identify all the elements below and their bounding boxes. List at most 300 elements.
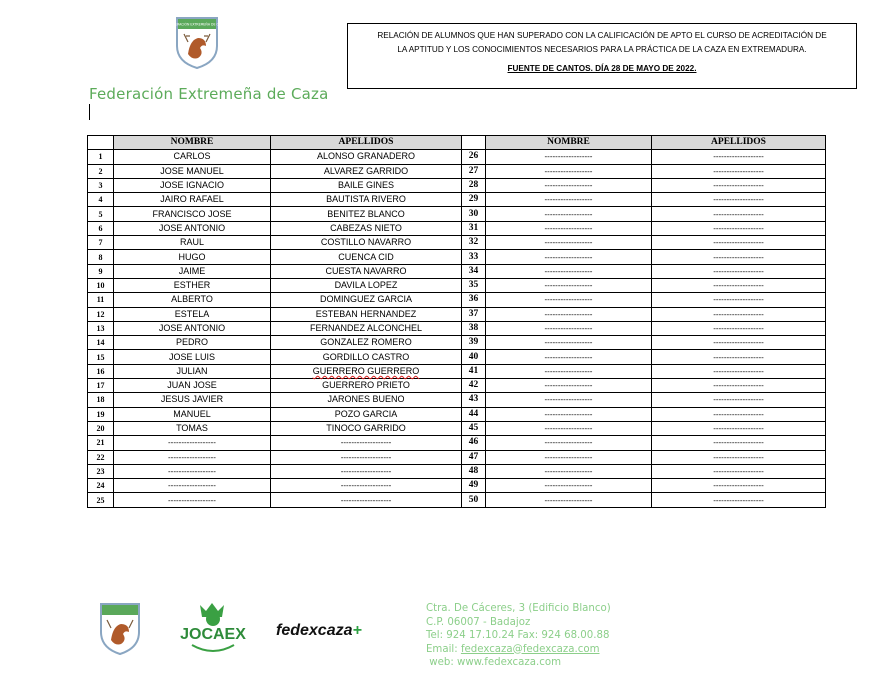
surname-cell-left: [271, 379, 462, 393]
name-cell-right-text: ------------------: [544, 466, 593, 476]
header-name-left: NOMBRE: [114, 136, 271, 150]
row-number-left-text: 20: [96, 424, 105, 434]
name-cell-left: [114, 293, 271, 307]
header-surname-right: APELLIDOS: [652, 136, 826, 150]
surname-cell-right-text: -------------------: [713, 181, 764, 191]
name-cell-left-text: ------------------: [168, 438, 216, 448]
name-cell-left: [114, 250, 271, 264]
row-number-left: [88, 493, 114, 507]
row-number-right-text: 30: [468, 208, 479, 219]
surname-cell-left-text: -------------------: [340, 438, 392, 448]
name-cell-left: [114, 321, 271, 335]
name-cell-right-text: ------------------: [544, 338, 593, 348]
surname-cell-right: [652, 493, 826, 507]
surname-cell-right-text: -------------------: [713, 324, 764, 333]
table-row: [88, 307, 826, 321]
name-cell-left-text: ALBERTO: [171, 294, 213, 305]
surname-cell-left: [271, 164, 462, 178]
name-cell-left: [114, 207, 271, 221]
phone-line: Tel: 924 17.10.24 Fax: 924 68.00.88: [426, 630, 610, 641]
name-cell-right: [486, 236, 652, 250]
email-link[interactable]: fedexcaza@fedexcaza.com: [460, 643, 600, 655]
heading-line-2: LA APTITUD Y LOS CONOCIMIENTOS NECESARIOS PARA LA PRÁCTICA DE LA CAZA EN EXTREMADURA.: [397, 45, 807, 54]
name-cell-right: [486, 207, 652, 221]
surname-cell-right: [652, 464, 826, 478]
row-number-left: [88, 450, 114, 464]
surname-cell-left-text: DAVILA LOPEZ: [334, 280, 398, 291]
name-cell-left-text: JOSE MANUEL: [160, 165, 224, 176]
surname-cell-right: [652, 178, 826, 192]
surname-cell-left-text: POZO GARCIA: [334, 408, 398, 419]
surname-cell-right: [652, 207, 826, 221]
row-number-right-text: 50: [468, 494, 479, 505]
row-number-right: [462, 221, 486, 235]
surname-cell-right: [652, 221, 826, 235]
name-cell-right: [486, 393, 652, 407]
row-number-left-text: 6: [98, 223, 103, 233]
row-number-right-text: 38: [468, 323, 479, 333]
row-number-left-text: 21: [96, 438, 105, 448]
header-blank-cell: [88, 136, 114, 150]
surname-cell-left-text: GUERRERO PRIETO: [322, 380, 410, 391]
row-number-right: [462, 178, 486, 192]
row-number-right-text: 28: [468, 180, 479, 191]
row-number-left-text: 8: [98, 252, 103, 262]
address-line-1: Ctra. De Cáceres, 3 (Edificio Blanco): [426, 603, 611, 614]
name-cell-left-text: JAIRO RAFAEL: [160, 194, 224, 205]
surname-cell-left: [271, 436, 462, 450]
table-row: [88, 150, 826, 164]
row-number-left-text: 1: [98, 152, 103, 162]
surname-cell-left: [271, 407, 462, 421]
name-cell-left: [114, 193, 271, 207]
name-cell-right-text: ------------------: [544, 409, 593, 419]
surname-cell-left: [271, 464, 462, 478]
name-cell-right: [486, 321, 652, 335]
row-number-right-text: 39: [468, 337, 479, 348]
row-number-right-text: 27: [468, 165, 479, 176]
row-number-right-text: 45: [468, 423, 479, 434]
surname-cell-left: [271, 150, 462, 164]
name-cell-right-text: ------------------: [544, 266, 593, 276]
row-number-right: [462, 379, 486, 393]
surname-cell-left: [271, 307, 462, 321]
surname-cell-left-text: CUENCA CID: [338, 251, 394, 262]
name-cell-right: [486, 479, 652, 493]
row-number-left: [88, 436, 114, 450]
table-row: [88, 379, 826, 393]
name-cell-left-text: CARLOS: [173, 151, 211, 162]
surname-cell-right-text: -------------------: [713, 266, 764, 276]
surname-cell-left-text: TINOCO GARRIDO: [326, 423, 406, 434]
surname-cell-left: [271, 207, 462, 221]
surname-cell-right: [652, 293, 826, 307]
email-label: Email:: [426, 643, 461, 655]
name-cell-right-text: ------------------: [544, 452, 593, 462]
name-cell-right: [486, 336, 652, 350]
row-number-right-text: 33: [468, 251, 479, 262]
table-row: [88, 293, 826, 307]
surname-cell-left-text: -------------------: [340, 466, 392, 476]
table-row: [88, 393, 826, 407]
row-number-right: [462, 278, 486, 292]
name-cell-right: [486, 221, 652, 235]
name-cell-left: [114, 379, 271, 393]
name-cell-right: [486, 379, 652, 393]
name-cell-right: [486, 193, 652, 207]
name-cell-right-text: ------------------: [544, 238, 593, 248]
name-cell-right-text: ------------------: [544, 181, 593, 191]
surname-cell-right: [652, 407, 826, 421]
header-surname-left: APELLIDOS: [271, 136, 462, 150]
name-cell-right-text: ------------------: [544, 481, 593, 491]
row-number-right-text: 43: [468, 394, 479, 405]
row-number-right-text: 34: [468, 265, 479, 276]
row-number-right-text: 36: [468, 294, 479, 305]
row-number-left: [88, 393, 114, 407]
name-cell-right: [486, 493, 652, 507]
name-cell-left-text: JESUS JAVIER: [160, 394, 224, 405]
surname-cell-right-text: -------------------: [713, 209, 764, 219]
row-number-right: [462, 464, 486, 478]
federation-shield-footer-logo: [98, 600, 142, 656]
surname-cell-left-text: ALVAREZ GARRIDO: [323, 165, 409, 176]
surname-cell-left-text: GONZALEZ ROMERO: [320, 337, 412, 348]
name-cell-left-text: MANUEL: [173, 408, 211, 419]
table-row: [88, 407, 826, 421]
name-cell-right-text: ------------------: [544, 495, 593, 505]
surname-cell-right: [652, 450, 826, 464]
surname-cell-right: [652, 278, 826, 292]
name-cell-left: [114, 479, 271, 493]
name-cell-left-text: ESTELA: [174, 308, 210, 319]
name-cell-right-text: ------------------: [544, 381, 593, 391]
row-number-left: [88, 164, 114, 178]
row-number-right: [462, 393, 486, 407]
row-number-right-text: 26: [468, 151, 479, 162]
name-cell-right-text: ------------------: [544, 166, 593, 176]
surname-cell-right: [652, 164, 826, 178]
table-row: [88, 164, 826, 178]
surname-cell-left: [271, 364, 462, 378]
row-number-left-text: 10: [96, 281, 105, 291]
surname-cell-left: [271, 293, 462, 307]
surname-cell-left: [271, 250, 462, 264]
row-number-left-text: 9: [98, 266, 103, 276]
name-cell-right: [486, 264, 652, 278]
row-number-left: [88, 350, 114, 364]
row-number-right: [462, 207, 486, 221]
row-number-left: [88, 421, 114, 435]
row-number-right: [462, 350, 486, 364]
name-cell-left-text: ------------------: [168, 495, 216, 505]
table-row: [88, 364, 826, 378]
name-cell-left-text: JOSE ANTONIO: [158, 222, 226, 233]
row-number-left-text: 7: [98, 238, 103, 248]
name-cell-left: [114, 307, 271, 321]
row-number-left: [88, 464, 114, 478]
surname-cell-left: [271, 336, 462, 350]
row-number-left: [88, 264, 114, 278]
name-cell-right-text: ------------------: [544, 152, 593, 162]
plus-icon: +: [352, 622, 362, 639]
row-number-right: [462, 250, 486, 264]
name-cell-left: [114, 336, 271, 350]
row-number-right: [462, 164, 486, 178]
name-cell-left: [114, 464, 271, 478]
surname-cell-right-text: -------------------: [713, 295, 764, 305]
row-number-right: [462, 336, 486, 350]
web-line: [426, 656, 611, 670]
shield-caption: FEDERACIÓN EXTREMEÑA DE CAZA: [168, 22, 226, 27]
surname-cell-right-text: -------------------: [713, 281, 764, 291]
contact-block: [426, 602, 611, 670]
row-number-left: [88, 250, 114, 264]
jocaex-logo: [178, 601, 248, 659]
surname-cell-left-text: BAILE GINES: [337, 180, 395, 191]
surname-cell-right-text: -------------------: [713, 352, 764, 362]
row-number-right: [462, 293, 486, 307]
row-number-left: [88, 193, 114, 207]
table-row: [88, 193, 826, 207]
table-row: [88, 436, 826, 450]
surname-cell-left: [271, 321, 462, 335]
name-cell-left: [114, 221, 271, 235]
row-number-left: [88, 207, 114, 221]
surname-cell-right-text: -------------------: [713, 366, 764, 376]
row-number-right-text: 49: [468, 480, 479, 491]
surname-cell-right-text: -------------------: [713, 309, 764, 319]
surname-cell-left: [271, 350, 462, 364]
surname-cell-right-text: -------------------: [713, 424, 764, 434]
row-number-left-text: 3: [98, 181, 103, 191]
web-label: web:: [429, 657, 457, 668]
name-cell-left-text: ESTHER: [173, 280, 211, 291]
row-number-right: [462, 264, 486, 278]
row-number-right-text: 46: [468, 437, 479, 448]
row-number-left: [88, 293, 114, 307]
surname-cell-right-text: -------------------: [713, 195, 764, 205]
name-cell-right: [486, 178, 652, 192]
name-cell-left: [114, 178, 271, 192]
row-number-left: [88, 336, 114, 350]
surname-cell-left: [271, 393, 462, 407]
name-cell-left-text: JOSE LUIS: [168, 351, 215, 362]
name-cell-left-text: ------------------: [168, 452, 216, 462]
name-cell-right-text: ------------------: [544, 309, 593, 319]
table-row: [88, 350, 826, 364]
row-number-right: [462, 321, 486, 335]
name-cell-left-text: JAIME: [178, 265, 206, 276]
table-header-row: [88, 136, 826, 150]
name-cell-right-text: ------------------: [544, 295, 593, 305]
name-cell-right-text: ------------------: [544, 209, 593, 219]
name-cell-left-text: JOSE IGNACIO: [159, 180, 224, 191]
name-cell-left: [114, 264, 271, 278]
surname-cell-right: [652, 193, 826, 207]
name-cell-right: [486, 364, 652, 378]
name-cell-left: [114, 407, 271, 421]
row-number-left-text: 18: [96, 395, 105, 405]
surname-cell-left-text: FERNANDEZ ALCONCHEL: [309, 323, 423, 333]
surname-cell-left-text: DOMINGUEZ GARCIA: [319, 294, 412, 305]
name-cell-left: [114, 436, 271, 450]
email-line: [426, 643, 611, 657]
name-cell-right-text: ------------------: [544, 195, 593, 205]
surname-cell-right-text: -------------------: [713, 466, 764, 476]
row-number-right-text: 48: [468, 465, 479, 476]
surname-cell-right-text: -------------------: [713, 395, 764, 405]
row-number-left: [88, 321, 114, 335]
row-number-left: [88, 479, 114, 493]
name-cell-right: [486, 436, 652, 450]
surname-cell-right: [652, 236, 826, 250]
text-cursor: [89, 104, 90, 120]
surname-cell-left-text: GUERRERO GUERRERO: [312, 365, 420, 376]
row-number-right-text: 32: [468, 237, 479, 248]
row-number-left-text: 25: [96, 495, 105, 505]
row-number-left: [88, 364, 114, 378]
surname-cell-right-text: -------------------: [713, 238, 764, 248]
heading-line-1: RELACIÓN DE ALUMNOS QUE HAN SUPERADO CON LA CALIFICACIÓN DE APTO EL CURSO DE ACREDITACIÓN DE: [377, 31, 827, 40]
name-cell-right-text: ------------------: [544, 223, 593, 233]
table-body: [88, 150, 826, 507]
name-cell-right: [486, 293, 652, 307]
table-row: [88, 221, 826, 235]
surname-cell-left-text: JARONES BUENO: [327, 394, 405, 405]
surname-cell-right: [652, 479, 826, 493]
heading-subline: FUENTE DE CANTOS. DÍA 28 DE MAYO DE 2022.: [507, 64, 697, 73]
row-number-right-text: 41: [468, 365, 479, 376]
name-cell-left: [114, 278, 271, 292]
table-row: [88, 450, 826, 464]
surname-cell-left-text: CABEZAS NIETO: [330, 222, 402, 233]
surname-cell-left: [271, 264, 462, 278]
surname-cell-left-text: -------------------: [340, 452, 392, 462]
name-cell-left-text: ------------------: [168, 466, 216, 476]
name-cell-left: [114, 164, 271, 178]
name-cell-left: [114, 236, 271, 250]
surname-cell-right: [652, 393, 826, 407]
surname-cell-left: [271, 278, 462, 292]
row-number-left-text: 16: [96, 366, 105, 376]
table-row: [88, 493, 826, 507]
table-row: [88, 178, 826, 192]
row-number-right: [462, 364, 486, 378]
fedexcaza-brand: [276, 622, 362, 640]
web-link[interactable]: www.fedexcaza.com: [457, 657, 561, 668]
row-number-left-text: 14: [96, 338, 105, 348]
surname-cell-left: [271, 193, 462, 207]
surname-cell-left-text: GORDILLO CASTRO: [322, 351, 410, 362]
name-cell-left: [114, 393, 271, 407]
row-number-left: [88, 307, 114, 321]
row-number-left: [88, 379, 114, 393]
students-table: [87, 135, 826, 508]
row-number-right: [462, 236, 486, 250]
row-number-right-text: 35: [468, 280, 479, 291]
row-number-left-text: 11: [96, 295, 105, 305]
row-number-left-text: 4: [98, 195, 103, 205]
surname-cell-right: [652, 350, 826, 364]
surname-cell-right-text: -------------------: [713, 338, 764, 348]
row-number-left-text: 15: [96, 352, 105, 362]
row-number-left: [88, 236, 114, 250]
name-cell-left-text: FRANCISCO JOSE: [152, 208, 232, 219]
surname-cell-right: [652, 307, 826, 321]
table-row: [88, 321, 826, 335]
name-cell-right: [486, 164, 652, 178]
federation-shield-logo: [168, 14, 226, 70]
row-number-left-text: 22: [96, 452, 105, 462]
name-cell-right-text: ------------------: [544, 352, 593, 362]
surname-cell-right: [652, 321, 826, 335]
table-row: [88, 464, 826, 478]
name-cell-left-text: ------------------: [168, 481, 216, 491]
surname-cell-left: [271, 450, 462, 464]
row-number-right: [462, 479, 486, 493]
name-cell-left: [114, 364, 271, 378]
name-cell-right-text: ------------------: [544, 424, 593, 434]
name-cell-left-text: JUAN JOSE: [167, 380, 217, 391]
name-cell-right: [486, 150, 652, 164]
row-number-right-text: 29: [468, 194, 479, 205]
table-row: [88, 264, 826, 278]
row-number-right: [462, 421, 486, 435]
name-cell-right: [486, 450, 652, 464]
row-number-left: [88, 178, 114, 192]
row-number-right: [462, 193, 486, 207]
row-number-left-text: 2: [98, 166, 103, 176]
name-cell-left-text: TOMAS: [176, 423, 208, 434]
name-cell-right: [486, 250, 652, 264]
row-number-right: [462, 450, 486, 464]
surname-cell-right-text: -------------------: [713, 438, 764, 448]
surname-cell-right-text: -------------------: [713, 223, 764, 233]
address-line-2: C.P. 06007 - Badajoz: [426, 616, 531, 628]
surname-cell-left-text: BENITEZ BLANCO: [327, 208, 405, 219]
name-cell-left-text: HUGO: [178, 251, 206, 262]
row-number-left-text: 13: [96, 324, 105, 333]
row-number-right-text: 37: [468, 308, 479, 319]
table-row: [88, 236, 826, 250]
row-number-right-text: 47: [468, 451, 479, 462]
surname-cell-right-text: -------------------: [713, 381, 764, 391]
surname-cell-right-text: -------------------: [713, 495, 764, 505]
table-row: [88, 336, 826, 350]
name-cell-left-text: PEDRO: [175, 337, 208, 348]
row-number-right: [462, 307, 486, 321]
row-number-right-text: 40: [468, 351, 479, 362]
name-cell-right: [486, 407, 652, 421]
row-number-left-text: 5: [98, 209, 103, 219]
document-heading-box: [347, 23, 857, 89]
surname-cell-left-text: -------------------: [340, 495, 392, 505]
surname-cell-left: [271, 421, 462, 435]
surname-cell-left: [271, 493, 462, 507]
federation-name: Federación Extremeña de Caza: [89, 85, 329, 103]
table-row: [88, 250, 826, 264]
surname-cell-right-text: -------------------: [713, 252, 764, 262]
name-cell-right-text: ------------------: [544, 438, 593, 448]
table-row: [88, 278, 826, 292]
surname-cell-right-text: -------------------: [713, 452, 764, 462]
table-row: [88, 207, 826, 221]
surname-cell-left: [271, 221, 462, 235]
table-row: [88, 421, 826, 435]
name-cell-left: [114, 350, 271, 364]
row-number-left-text: 24: [96, 481, 105, 491]
